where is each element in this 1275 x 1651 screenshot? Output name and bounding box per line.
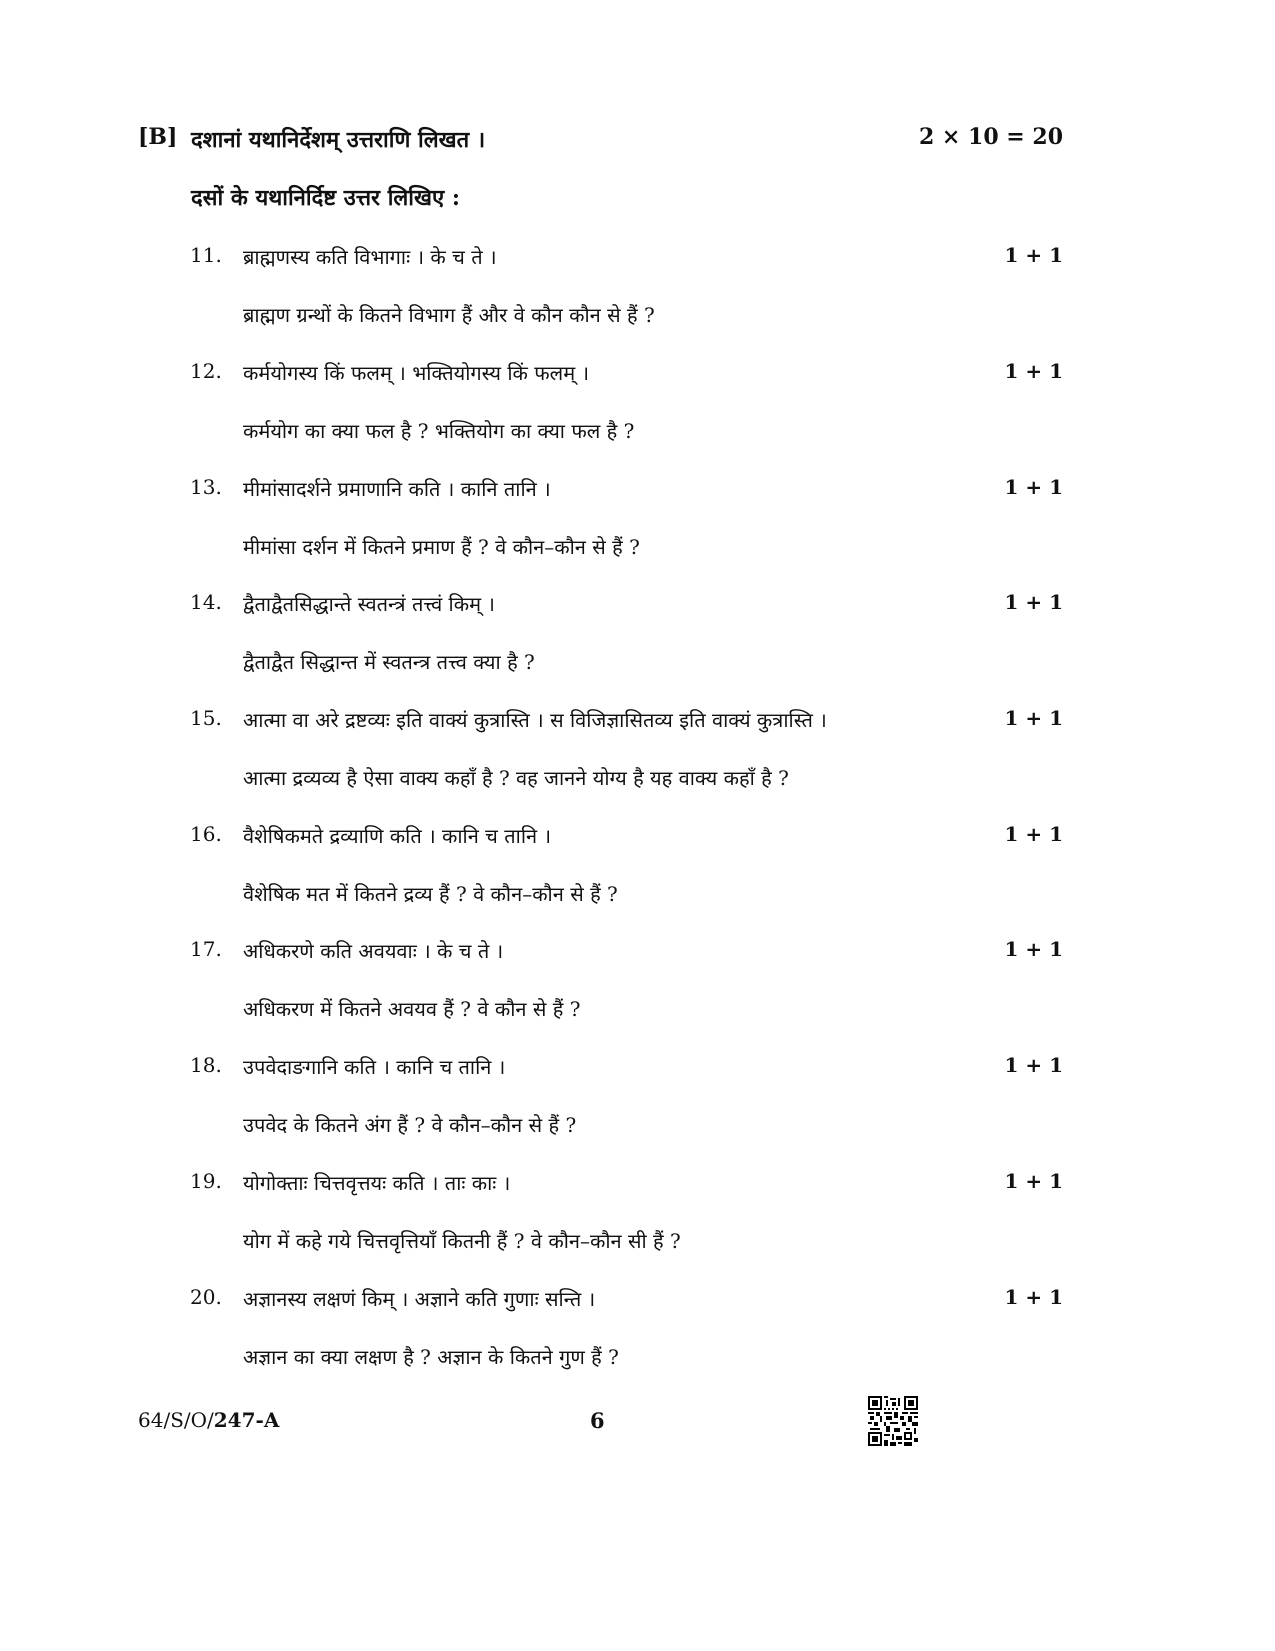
section-instruction-sanskrit: दशानां यथानिर्देशम् उत्तराणि लिखत । <box>191 127 486 153</box>
paper-code-prefix: 64/S/O/ <box>138 1408 214 1432</box>
question-marks: 1 + 1 <box>1004 590 1063 614</box>
question-number: 19. <box>190 1169 222 1193</box>
question-hindi: द्वैताद्वैत सिद्धान्त में स्वतन्त्र तत्त्व क्या है ? <box>243 650 535 674</box>
question-19 <box>190 1169 1063 1279</box>
question-marks: 1 + 1 <box>1004 243 1063 267</box>
section-header <box>138 124 1063 158</box>
question-sanskrit: आत्मा वा अरे द्रष्टव्यः इति वाक्यं कुत्रास्ति । स विजिज्ञासितव्य इति वाक्यं कुत्रास्ति । <box>243 708 827 732</box>
question-number: 11. <box>190 243 222 267</box>
question-sanskrit: योगोक्ताः चित्तवृत्तयः कति । ताः काः । <box>243 1171 511 1195</box>
question-sanskrit: वैशेषिकमते द्रव्याणि कति । कानि च तानि । <box>243 824 552 848</box>
paper-code-suffix: 247-A <box>213 1408 280 1432</box>
section-label: [B] <box>138 124 178 150</box>
question-number: 20. <box>190 1285 222 1309</box>
paper-code <box>138 1408 279 1432</box>
question-hindi: आत्मा द्रव्यव्य है ऐसा वाक्य कहाँ है ? वह जानने योग्य है यह वाक्य कहाँ है ? <box>243 766 789 790</box>
question-18 <box>190 1053 1063 1163</box>
question-number: 18. <box>190 1053 222 1077</box>
question-number: 16. <box>190 822 222 846</box>
question-14 <box>190 590 1063 700</box>
section-instruction-hindi: दसों के यथानिर्दिष्ट उत्तर लिखिए : <box>191 185 460 211</box>
question-hindi: उपवेद के कितने अंग हैं ? वे कौन–कौन से हैं ? <box>243 1113 577 1137</box>
question-13 <box>190 475 1063 585</box>
question-sanskrit: अधिकरणे कति अवयवाः । के च ते । <box>243 939 504 963</box>
question-number: 17. <box>190 937 222 961</box>
page-number: 6 <box>590 1408 605 1433</box>
section-marks: 2 × 10 = 20 <box>918 124 1063 150</box>
question-marks: 1 + 1 <box>1004 1053 1063 1077</box>
question-12 <box>190 359 1063 469</box>
question-sanskrit: मीमांसादर्शने प्रमाणानि कति । कानि तानि । <box>243 477 551 501</box>
question-marks: 1 + 1 <box>1004 359 1063 383</box>
question-marks: 1 + 1 <box>1004 937 1063 961</box>
question-sanskrit: कर्मयोगस्य किं फलम् । भक्तियोगस्य किं फलम् । <box>243 361 590 385</box>
question-number: 14. <box>190 590 222 614</box>
question-15 <box>190 706 1063 816</box>
question-11 <box>190 243 1063 353</box>
question-sanskrit: द्वैताद्वैतसिद्धान्ते स्वतन्त्रं तत्त्वं किम् । <box>243 592 495 616</box>
question-hindi: अज्ञान का क्या लक्षण है ? अज्ञान के कितने गुण हैं ? <box>243 1345 619 1369</box>
question-17 <box>190 937 1063 1047</box>
qr-code-icon <box>868 1396 918 1446</box>
question-hindi: कर्मयोग का क्या फल है ? भक्तियोग का क्या फल है ? <box>243 419 635 443</box>
question-number: 13. <box>190 475 222 499</box>
question-number: 15. <box>190 706 222 730</box>
question-marks: 1 + 1 <box>1004 1285 1063 1309</box>
question-sanskrit: ब्राह्मणस्य कति विभागाः । के च ते । <box>243 245 497 269</box>
question-marks: 1 + 1 <box>1004 706 1063 730</box>
question-hindi: ब्राह्मण ग्रन्थों के कितने विभाग हैं और वे कौन कौन से हैं ? <box>243 303 655 327</box>
question-sanskrit: अज्ञानस्य लक्षणं किम् । अज्ञाने कति गुणाः सन्ति । <box>243 1287 596 1311</box>
question-marks: 1 + 1 <box>1004 475 1063 499</box>
question-20 <box>190 1285 1063 1395</box>
question-marks: 1 + 1 <box>1004 1169 1063 1193</box>
question-hindi: वैशेषिक मत में कितने द्रव्य हैं ? वे कौन–कौन से हैं ? <box>243 882 618 906</box>
question-hindi: योग में कहे गये चित्तवृत्तियाँ कितनी हैं ? वे कौन–कौन सी हैं ? <box>243 1229 681 1253</box>
question-hindi: अधिकरण में कितने अवयव हैं ? वे कौन से हैं ? <box>243 997 581 1021</box>
question-number: 12. <box>190 359 222 383</box>
question-hindi: मीमांसा दर्शन में कितने प्रमाण हैं ? वे कौन–कौन से हैं ? <box>243 535 640 559</box>
question-16 <box>190 822 1063 932</box>
question-sanskrit: उपवेदाङगानि कति । कानि च तानि । <box>243 1055 506 1079</box>
question-marks: 1 + 1 <box>1004 822 1063 846</box>
